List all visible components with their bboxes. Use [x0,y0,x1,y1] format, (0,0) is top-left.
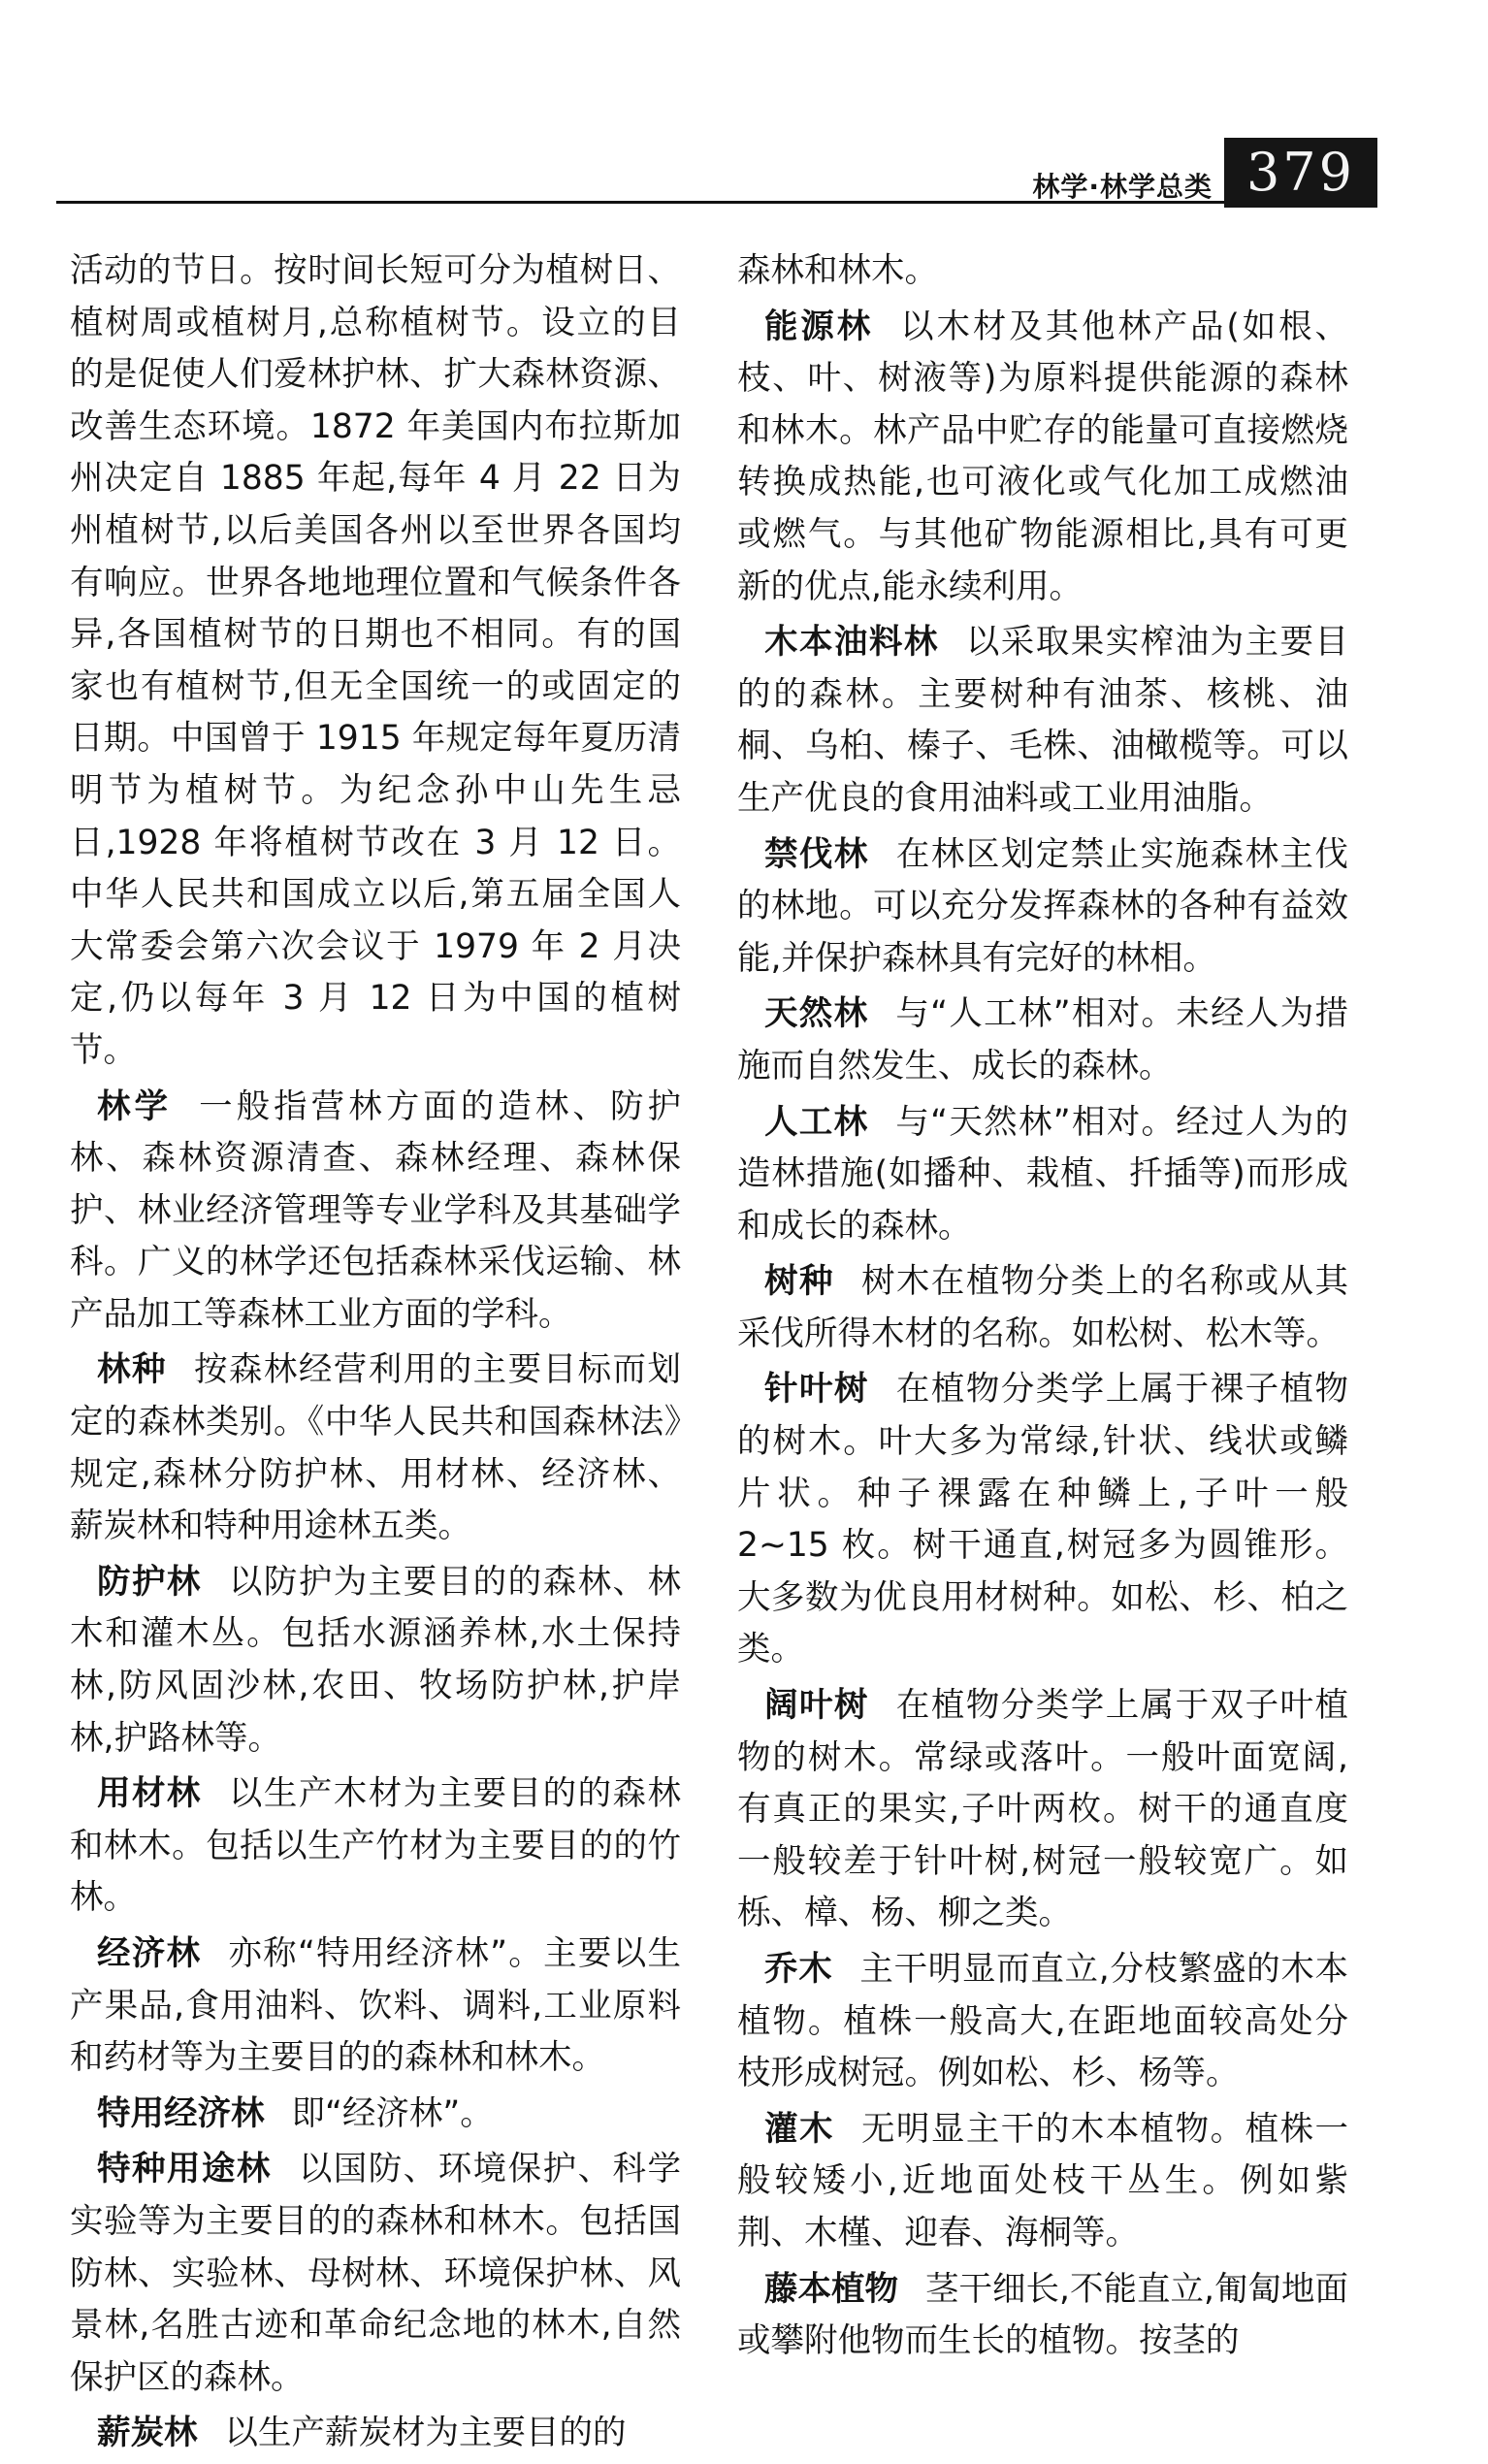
entry-definition: 以防护为主要目的的森林、林木和灌木丛。包括水源涵养林,水土保持林,防风固沙林,农田、牧场防护林,护岸林,护路林等。 [70,1562,682,1758]
entry-definition: 在林区划定禁止实施森林主伐的林地。可以充分发挥森林的各种有益效能,并保护森林具有完好的林相。 [737,834,1349,978]
dictionary-entry [70,1929,681,2085]
entry-definition: 无明显主干的木本植物。植株一般较矮小,近地面处枝干丛生。例如紫荆、木槿、迎春、海桐等。 [737,2109,1349,2253]
entry-term: 木本油料林 [764,623,939,663]
entry-definition: 以生产木材为主要目的的森林和林木。包括以生产竹材为主要目的的竹林。 [70,1774,682,1918]
entry-definition: 茎干细长,不能直立,匍匐地面或攀附他物而生长的植物。按茎的 [737,2269,1348,2361]
entry-term: 薪炭林 [97,2414,198,2453]
entry-term: 特种用途林 [97,2150,272,2189]
entry-term: 灌木 [764,2109,834,2149]
dictionary-entry [737,617,1348,825]
entry-definition: 在植物分类学上属于双子叶植物的树木。常绿或落叶。一般叶面宽阔,有真正的果实,子叶两枚。树干的通直度一般较差于针叶树,树冠一般较宽广。如栎、樟、杨、柳之类。 [737,1686,1349,1933]
entry-term: 人工林 [764,1102,869,1142]
entry-term: 乔木 [764,1950,833,1989]
entry-definition: 以木材及其他林产品(如根、枝、叶、树液等)为原料提供能源的森林和林木。林产品中贮存的能量可直接燃烧转换成热能,也可液化或气化加工成燃油或燃气。与其他矿物能源相比,具有可更新的优点,能永续利用。 [737,307,1348,606]
entry-term: 天然林 [764,994,869,1034]
entry-definition: 与“人工林”相对。未经人为措施而自然发生、成长的森林。 [737,994,1348,1086]
entry-term: 针叶树 [764,1370,869,1410]
entry-term: 树种 [764,1262,834,1302]
dictionary-entry [70,1557,681,1765]
entry-definition: 主干明显而直立,分枝繁盛的木本植物。植株一般高大,在距地面较高处分枝形成树冠。例如松、杉、杨等。 [737,1950,1349,2093]
entry-continuation [70,245,681,1078]
dictionary-entry [737,829,1348,986]
dictionary-entry [70,2144,681,2404]
dictionary-entry [70,2089,681,2141]
dictionary-entry [70,1345,681,1552]
entry-term: 特用经济林 [97,2093,265,2133]
right-column [737,245,1348,2372]
entry-term: 防护林 [97,1562,202,1602]
left-column [70,245,681,2464]
entry-definition: 树木在植物分类上的名称或从其采伐所得木材的名称。如松树、松木等。 [737,1262,1349,1353]
entry-definition: 一般指营林方面的造林、防护林、森林资源清查、森林经理、森林保护、林业经济管理等专业学科及其基础学科。广义的林学还包括森林采伐运输、林产品加工等森林工业方面的学科。 [70,1086,682,1334]
entry-term: 用材林 [97,1774,202,1814]
dictionary-entry [70,1768,681,1925]
dictionary-entry [737,1680,1348,1940]
entry-definition: 在植物分类学上属于裸子植物的树木。叶大多为常绿,针状、线状或鳞片状。种子裸露在种鳞上,子叶一般 2~15 枚。树干通直,树冠多为圆锥形。大多数为优良用材树种。如松、杉、柏之类。 [737,1370,1349,1670]
entry-definition: 以采取果实榨油为主要目的的森林。主要树种有油茶、核桃、油桐、乌桕、榛子、毛株、油橄榄等。可以生产优良的食用油料或工业用油脂。 [737,623,1349,818]
dictionary-entry [737,2104,1348,2260]
entry-definition: 按森林经营利用的主要目标而划定的森林类别。《中华人民共和国森林法》规定,森林分防护林、用材林、经济林、薪炭林和特种用途林五类。 [70,1350,682,1546]
entry-continuation [737,245,1348,298]
entry-term: 林学 [97,1086,173,1126]
page-number: 379 [1224,138,1377,208]
entry-term: 经济林 [97,1934,202,1973]
section-title: 林学·林学总类 [1032,171,1213,203]
entry-definition: 亦称“特用经济林”。主要以生产果品,食用油料、饮料、调料,工业原料和药材等为主要目的的森林和林木。 [70,1934,681,2078]
dictionary-entry [737,2264,1348,2368]
entry-definition: 以生产薪炭材为主要目的的 [224,2414,627,2453]
dictionary-entry [70,2408,681,2460]
entry-term: 能源林 [764,307,874,346]
dictionary-entry [737,989,1348,1092]
entry-definition: 活动的节日。按时间长短可分为植树日、植树周或植树月,总称植树节。设立的目的是促使人们爱林护林、扩大森林资源、改善生态环境。1872 年美国内布拉斯加州决定自 1885 年起,每年 4 月 22 日为州植树节,以后美国各州以至世界各国均有响应。世界各地地理位置和气候条件各异,各国植树节的日期也不相同。有的国家也有植树节,但无全国统一的或固定的日期。中国曾于 1915 年规定每年夏历清明节为植树节。为纪念孙中山先生忌日,1928 年将植树节改在 3 月 12 日。中华人民共和国成立以后,第五届全国人大常委会第六次会议于 1979 年 2 月决定,仍以每年 3 月 12 日为中国的植树节。 [70,251,681,1070]
entry-definition: 即“经济林”。 [291,2093,494,2133]
dictionary-entry [737,1097,1348,1253]
entry-definition: 以国防、环境保护、科学实验等为主要目的的森林和林木。包括国防林、实验林、母树林、环境保护林、风景林,名胜古迹和革命纪念地的林木,自然保护区的森林。 [70,2150,682,2397]
entry-term: 阔叶树 [764,1686,869,1726]
entry-term: 禁伐林 [764,834,869,874]
entry-term: 林种 [97,1350,167,1390]
dictionary-entry [737,302,1348,614]
dictionary-entry [737,1364,1348,1676]
entry-definition: 与“天然林”相对。经过人为的造林措施(如播种、栽植、扦插等)而形成和成长的森林。 [737,1102,1348,1246]
dictionary-entry [70,1082,681,1342]
dictionary-entry [737,1944,1348,2100]
entry-definition: 森林和林木。 [737,251,938,290]
entry-term: 藤本植物 [764,2269,899,2309]
dictionary-entry [737,1256,1348,1360]
